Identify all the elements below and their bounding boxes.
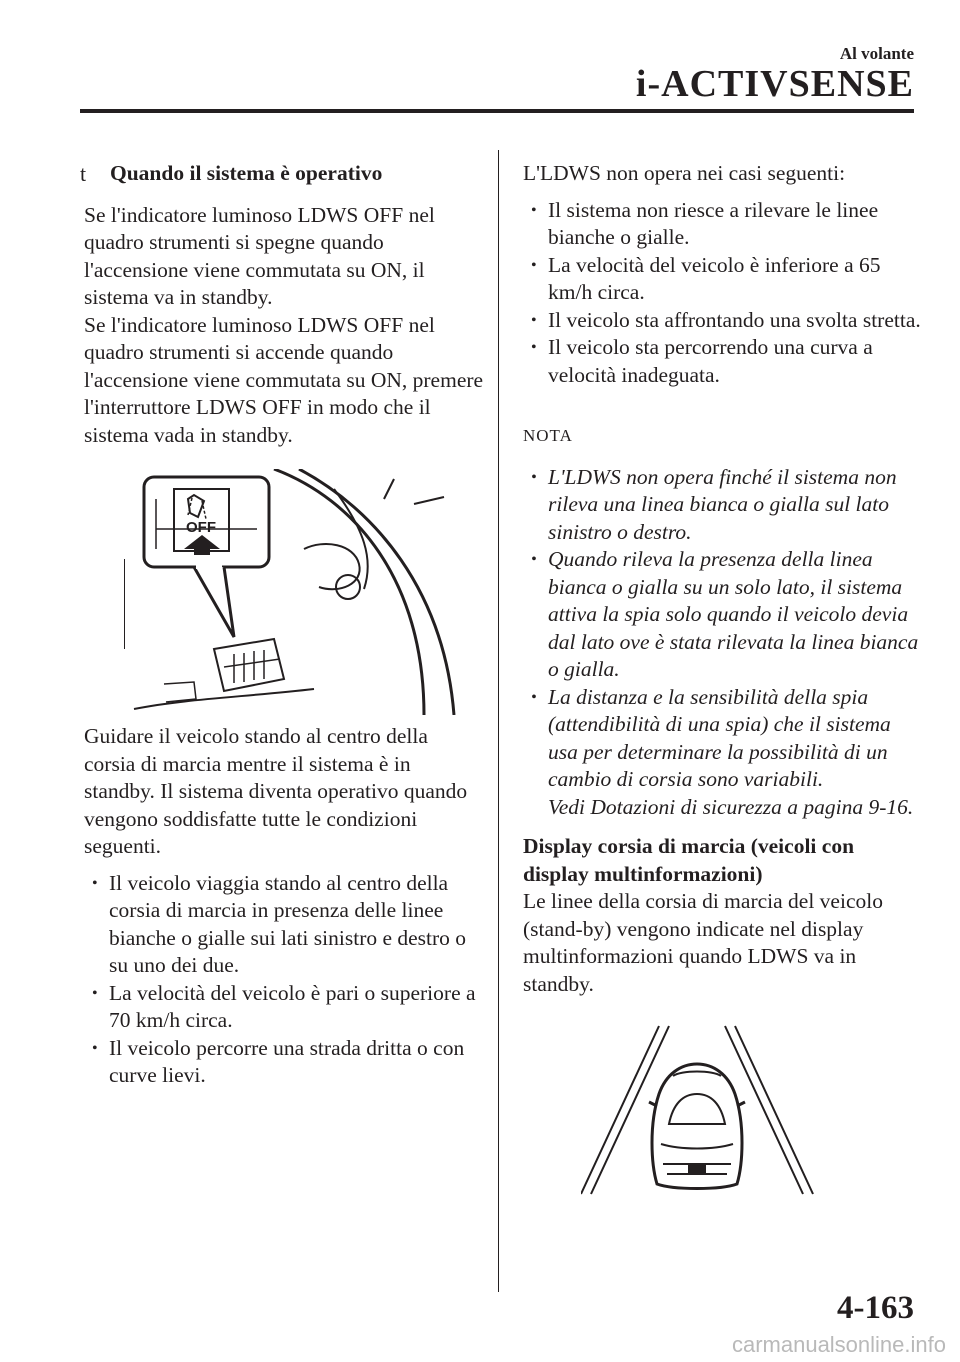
list-item-text: La distanza e la sensibilità della spia (attendibilità di una spia) che il sistema usa per determinare la possibilità di un cambio di corsia sono variabili. [548,684,891,791]
bullet-icon: • [531,311,537,329]
list-item-text: L'LDWS non opera finché il sistema non rileva una linea bianca o gialla sul lato sinistro o destro. [548,464,897,544]
list-item-text: Quando rileva la presenza della linea bianca o gialla su un solo lato, il sistema attiva la spia solo quando il veicolo devia dal lato ove è stata rilevata la linea bianca o gialla. [548,547,919,681]
display-subheading: Display corsia di marcia (veicoli con display multinformazioni) [523,834,855,886]
list-item [531,546,923,684]
section-heading [80,160,484,188]
list-item-text: La velocità del veicolo è pari o superiore a 70 km/h circa. [109,980,476,1032]
right-column [523,160,923,1196]
paragraph-standby-off: Se l'indicatore luminoso LDWS OFF nel quadro strumenti si spegne quando l'accensione viene commutata su ON, il sistema va in standby. [84,202,435,309]
bullet-icon: • [531,551,537,568]
bullet-icon: • [92,874,98,892]
bullet-icon: • [92,1039,98,1057]
list-item-text: Il sistema non riesce a rilevare le linee bianche o gialle. [548,197,879,249]
column-divider [498,150,499,1292]
list-item [92,870,484,980]
paragraph-standby-on: Se l'indicatore luminoso LDWS OFF nel quadro strumenti si accende quando l'accensione viene commutata su ON, premere l'interruttore LDWS OFF in modo che il sistema vada in standby. [84,312,484,447]
header-chapter-title: i-ACTIVSENSE [635,63,914,105]
left-column [80,160,484,1090]
header-rule [80,109,914,113]
bullet-icon: • [531,339,537,356]
list-item [531,464,923,547]
cross-reference: Vedi Dotazioni di sicurezza a pagina 9-16. [548,794,914,819]
watermark: carmanualsonline.info [731,1332,946,1357]
list-item [531,334,923,389]
list-item [531,307,923,335]
nota-title: NOTA [523,426,573,445]
paragraph-operation: Guidare il veicolo stando al centro della corsia di marcia mentre il sistema è in standby. Il sistema diventa operativo quando vengono soddisfatte tutte le condizioni seguenti. [84,724,468,858]
list-item-text: Il veicolo viaggia stando al centro della corsia di marcia in presenza delle linee bianche o gialle sui lati sinistro e destro o su uno dei due. [109,870,467,977]
list-item-text: Il veicolo sta percorrendo una curva a velocità inadeguata. [548,335,873,387]
header-section-label: Al volante [839,44,914,63]
notes-list [523,464,923,822]
list-item [531,684,923,822]
cases-list [523,197,923,390]
list-item [92,980,484,1035]
heading-marker: t [80,161,87,186]
section-heading-text: Quando il sistema è operativo [110,161,383,185]
list-item-text: La velocità del veicolo è inferiore a 65 km/h circa. [548,252,881,304]
ldws-off-switch-illustration [124,469,464,715]
bullet-icon: • [531,468,537,486]
lane-display-illustration [581,1024,821,1196]
list-item-text: Il veicolo sta affrontando una svolta stretta. [548,307,921,332]
list-item [92,1035,484,1090]
list-item [531,197,923,252]
page-number: 4-163 [837,1290,914,1326]
paragraph-display: Le linee della corsia di marcia del veicolo (stand-by) vengono indicate nel display multinformazioni quando LDWS va in standby. [523,889,883,996]
bullet-icon: • [531,201,537,219]
bullet-icon: • [531,688,537,706]
bullet-icon: • [531,256,537,274]
not-operating-intro: L'LDWS non opera nei casi seguenti: [523,161,846,185]
conditions-list [84,870,484,1090]
bullet-icon: • [92,984,98,1002]
off-label: OFF [186,519,216,536]
list-item [531,252,923,307]
list-item-text: Il veicolo percorre una strada dritta o con curve lievi. [109,1035,465,1087]
